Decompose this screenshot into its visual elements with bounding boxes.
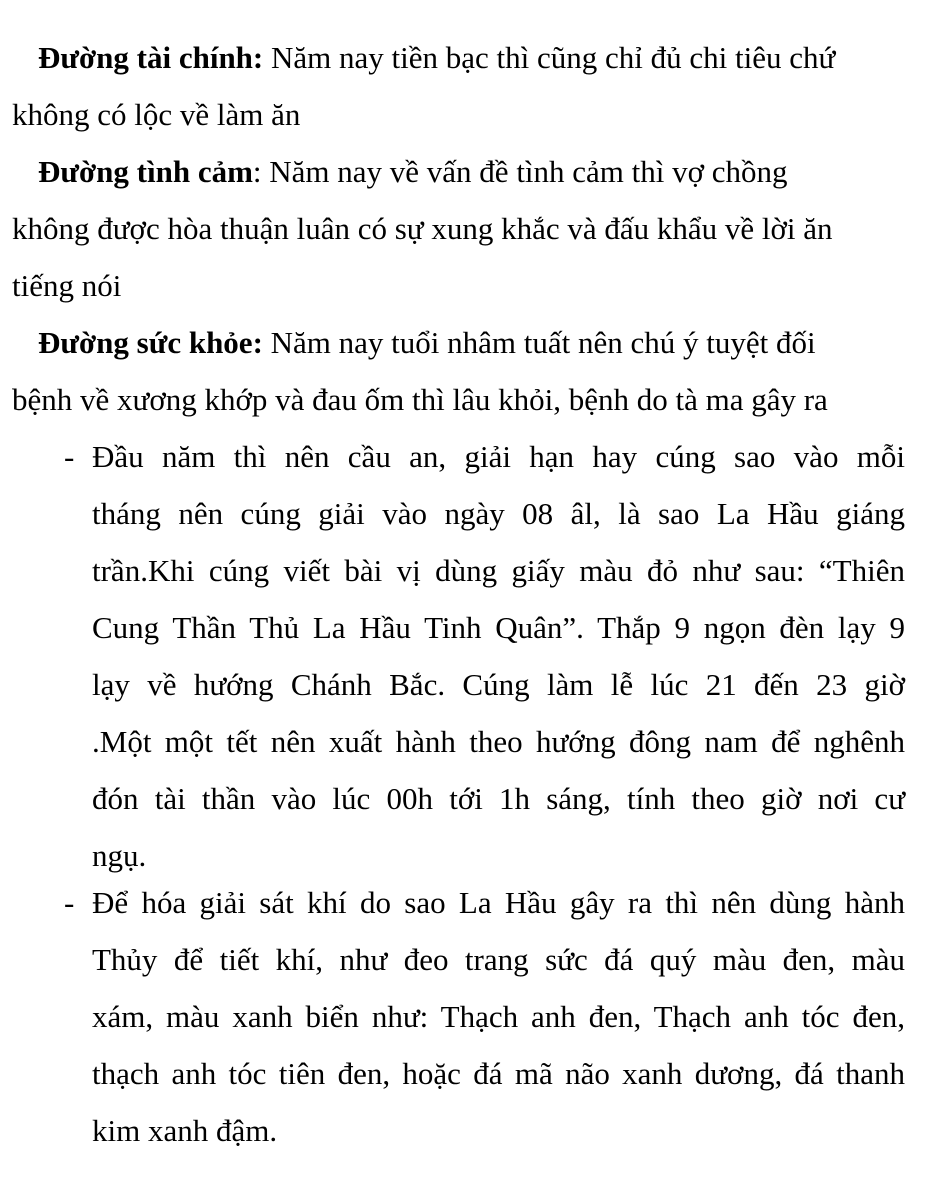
finance-text-1: Năm nay tiền bạc thì cũng chỉ đủ chi tiêu chứ (263, 40, 836, 75)
love-line-3: tiếng nói (12, 268, 122, 303)
bullet-2-line-3: xám, màu xanh biển như: Thạch anh đen, Thạch anh tóc đen, (92, 999, 905, 1034)
love-line-1 (38, 154, 788, 190)
bullet-1-line-3: trần.Khi cúng viết bài vị dùng giấy màu đỏ như sau: “Thiên (92, 553, 905, 588)
love-line-2: không được hòa thuận luân có sự xung khắc và đấu khẩu về lời ăn (12, 211, 833, 246)
bullet-1-line-2: tháng nên cúng giải vào ngày 08 âl, là sao La Hầu giáng (92, 496, 905, 531)
bullet-1-line-5: lạy về hướng Chánh Bắc. Cúng làm lễ lúc 21 đến 23 giờ (92, 667, 905, 702)
bullet-2-line-2: Thủy để tiết khí, như đeo trang sức đá quý màu đen, màu (92, 942, 905, 977)
health-line-1 (38, 325, 816, 361)
finance-heading: Đường tài chính: (38, 40, 264, 75)
health-text-1: Năm nay tuổi nhâm tuất nên chú ý tuyệt đối (262, 325, 816, 360)
bullet-1-line-1: Đầu năm thì nên cầu an, giải hạn hay cúng sao vào mỗi (92, 439, 905, 474)
bullet-2-line-5: kim xanh đậm. (92, 1113, 278, 1148)
bullet-1-line-6: .Một một tết nên xuất hành theo hướng đông nam để nghênh (92, 724, 905, 759)
bullet-1-line-8: ngụ. (92, 838, 147, 873)
bullet-1-line-7: đón tài thần vào lúc 00h tới 1h sáng, tính theo giờ nơi cư (92, 781, 905, 816)
love-text-1: : Năm nay về vấn đề tình cảm thì vợ chồng (252, 154, 788, 189)
finance-line-1 (38, 40, 835, 76)
love-heading: Đường tình cảm (38, 154, 253, 189)
bullet-2-dash: - (64, 885, 75, 920)
bullet-2-line-4: thạch anh tóc tiên đen, hoặc đá mã não xanh dương, đá thanh (92, 1056, 905, 1091)
health-line-2: bệnh về xương khớp và đau ốm thì lâu khỏi, bệnh do tà ma gây ra (12, 382, 828, 417)
bullet-2-line-1: Để hóa giải sát khí do sao La Hầu gây ra thì nên dùng hành (92, 885, 905, 920)
bullet-1-line-4: Cung Thần Thủ La Hầu Tinh Quân”. Thắp 9 ngọn đèn lạy 9 (92, 610, 905, 645)
bullet-1-dash: - (64, 439, 75, 474)
health-heading: Đường sức khỏe: (38, 325, 263, 360)
finance-line-2: không có lộc về làm ăn (12, 97, 301, 132)
